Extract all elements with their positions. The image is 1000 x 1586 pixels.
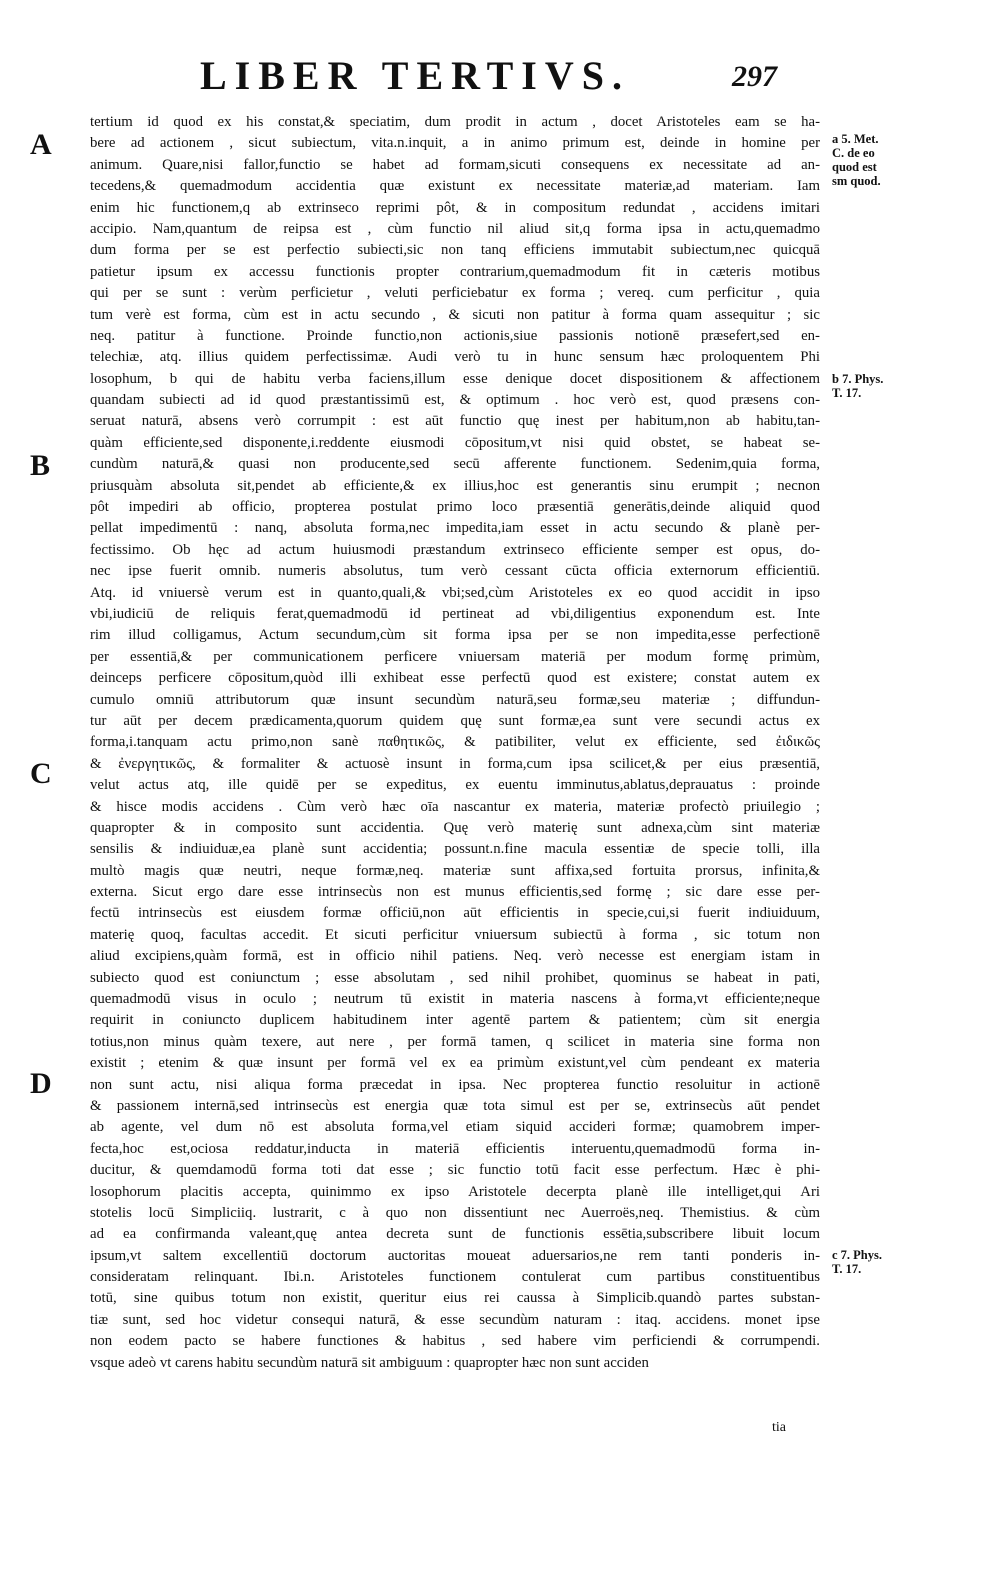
margin-note-b: b 7. Phys. T. 17. (832, 372, 884, 400)
text-line: externa. Sicut ergo dare esse intrinsecùs non est munus efficientis,sed formę ; sic dare esse per- (90, 884, 820, 901)
text-line: pôt impediri ab officio, propterea postulat primo loco præsentiā generātis,deinde aliquid quod (90, 499, 820, 516)
running-title: LIBER TERTIVS. (200, 53, 630, 98)
margin-note-a: a 5. Met. C. de eo quod est sm quod. (832, 132, 881, 188)
text-line: aliud excipiens,quàm formā, est in officio nihil patiens. Neq. verò necesse est energiam istam in (90, 948, 820, 965)
text-line: per essentiā,& per communicationem perficere vniuersam materiā per modum formę primùm, (90, 648, 820, 665)
text-line: fecta,hoc est,ociosa reddatur,inducta in materiā efficientis interuentu,quemadmodū forma in- (90, 1140, 820, 1157)
text-line: animum. Quare,nisi fallor,functio se habet ad formam,sicuti consequens ex necessitate ad an- (90, 156, 820, 173)
text-line: materię quoq, facultas accedit. Et sicuti perficitur vniuersum subiectū à forma , sic totum non (90, 926, 820, 943)
text-line: fectissimo. Ob hęc ad actum huiusmodi præstandum extrinseco efficiente semper est opus, do- (90, 541, 820, 558)
text-line: tum verè est forma, cùm est in actu secundo , & sicuti non patitur à forma quam assequitur ; sic (90, 306, 820, 323)
text-line: dum forma per se est perfectio subiecti,sic non tanq efficiens immutabit subiectum,nec quicquā (90, 242, 820, 259)
text-line: nec ipse fuerit omnib. numeris absolutus, tum verò cessant cūcta officia externorum efficientiū. (90, 563, 820, 580)
text-line: totū, sine quibus totum non existit, queritur eius rei caussa à Simplicib.quandò partes substan- (90, 1290, 820, 1307)
text-line: enim hic functionem,q ab extrinseco reprimi pôt, & in compositum redundat , accidens imitari (90, 199, 820, 216)
text-line: vsque adeò vt carens habitu secundùm naturā sit ambiguum : quapropter hæc non sunt acciden (90, 1354, 649, 1371)
text-line: existit ; etenim & quæ insunt per formā vel ex ea primùm existunt,vel cùm pendeant ex materia (90, 1055, 820, 1072)
text-line: & passionem internā,sed intrinsecùs est energia quæ tota simul est per se, extrinsecùs aūt pendet (90, 1097, 820, 1114)
text-line: cumulo omniū attributorum quæ insunt secundùm naturā,seu formæ,seu materiæ ; diffundun- (90, 691, 820, 708)
page-header (0, 52, 1000, 102)
text-line: losophum, b qui de habitu verba faciens,illum esse denique docet dispositionem & affectionem (90, 370, 820, 387)
text-line: tecedens,& quemadmodum accidentia quæ existunt ex necessitate materiæ,ad materiam. Iam (90, 178, 820, 195)
catchword: tia (772, 1420, 786, 1435)
text-line: Atq. id vniuersè verum est in quanto,quali,& vbi;sed,cùm Aristoteles ex eo quod accidit in ipso (90, 584, 820, 601)
section-letter-d: D (30, 1067, 52, 1100)
text-line: consideratam relinquant. Ibi.n. Aristoteles functionem contulerat cum partibus constituentibus (90, 1269, 820, 1286)
text-line: patietur ipsum ex accessu functionis propter contrarium,quemadmodum fit in cæteris motibus (90, 263, 820, 280)
section-letter-b: B (30, 449, 51, 482)
text-line: forma,i.tanquam actu primo,non sanè παθητικῶς, & patibiliter, velut ex efficiente, sed ἐιδικῶς (90, 734, 820, 751)
text-line: sensilis & indiuiduæ,ea planè sunt accidentia; possunt.n.fine macula essentiæ de specie tolli, illa (90, 841, 820, 858)
margin-note-c: c 7. Phys. T. 17. (832, 1248, 882, 1276)
text-line: neq. patitur à functione. Proinde functio,non actionis,siue passionis notionē præsefert,sed en- (90, 327, 820, 344)
text-line: telechiæ, atq. illius quidem perfectissimæ. Audi verò tu in hunc sensum hæc proloquentem Phi (90, 349, 820, 366)
text-line: non sunt actu, nisi aliqua forma præcedat in ipsa. Nec propterea functio resoluitur in actionē (90, 1076, 820, 1093)
text-line: fectū intrinsecùs est eiusdem formæ officiū,non aūt efficientis in specie,cui,si fuerit indiuiduum, (90, 905, 820, 922)
text-line: priusquàm absoluta sit,pendet ab efficiente,& ex illius,hoc est generantis sinu erumpit ; necnon (90, 477, 820, 494)
text-line: quandam subiecti ad id quod præstantissimū est, & optimum . hoc verò est, quod præsens con- (90, 392, 820, 409)
text-line: requirit in coniuncto duplicem habitudinem inter agentē partem & patientem; cùm sit energia (90, 1012, 820, 1029)
text-line: subiecto quod est coniunctum ; esse absolutam , sed nihil prohibet, quominus se habeat in pati, (90, 969, 820, 986)
text-line: velut actus atq, ille quidē per se expeditus, ex euentu imminutus,ablatus,deprauatus : proinde (90, 777, 820, 794)
text-line: accipio. Nam,quantum de reipsa est , cùm functio nil aliud sit,q forma ipsa in actu,quemadmo (90, 220, 820, 237)
text-line: quemadmodū visus in oculo ; neutrum tū existit in materia nascens à forma,vt efficiente;neque (90, 991, 820, 1008)
text-line: ad ea confirmanda valeant,quę antea decreta sunt de functionis essētia,subscribere libuit locum (90, 1226, 820, 1243)
text-line: tur aūt per decem prædicamenta,quorum quidem quę sunt formæ,ea sunt vere secundi actus ex (90, 712, 820, 729)
text-line: & hisce modis accidens . Cùm verò hæc oīa nascantur ex materia, materiæ profectò priuilegio ; (90, 798, 820, 815)
text-line: ipsum,vt saltem excellentiū doctorum auctoritas moueat aduersarios,ne rem tanti ponderis in- (90, 1247, 820, 1264)
section-letter-c: C (30, 757, 52, 790)
text-line: multò magis quæ neutri, neque formæ,neq. materiæ sunt affixa,sed fortuita prorsus, infinita,& (90, 862, 820, 879)
text-line: vbi,iudiciū de reliquis ferat,quemadmodū id pertineat ad vbi,diligentius exponendum est. Inte (90, 605, 820, 622)
text-line: ducitur, & quemdamodū forma toti dat esse ; sic functio totū facit esse perfectum. Hæc è phi- (90, 1162, 820, 1179)
text-line: seruat naturā, absens verò corrumpit : est aūt functio quę inest per habitum,non ab habitu,tan- (90, 413, 820, 430)
text-line: deinceps perficere cōpositum,quòd illi exhibeat esse perfectū quod est existere; constat autem ex (90, 670, 820, 687)
text-line: totius,non minus quàm texere, aut nere , per formā tamen, q scilicet in materia sine forma non (90, 1033, 820, 1050)
text-line: qui per se sunt : verùm perficietur , veluti perficiebatur ex forma ; vereq. cum perficitur , quia (90, 285, 820, 302)
text-line: non eodem pacto se habere functiones & habitus , sed habere vim perficiendi & corrumpendi. (90, 1333, 820, 1350)
text-line: quàm efficiente,sed disponente,i.reddente eiusmodi cōpositum,vt nisi quid obstet, se habeat se- (90, 434, 820, 451)
text-line: bere ad actionem , sicut subiectum, vita.n.inquit, a in animo primum est, deinde in homine per (90, 135, 820, 152)
page-number: 297 (732, 60, 777, 93)
text-line: tertium id quod ex his constat,& speciatim, dum prodit in actum , docet Aristoteles eam se ha- (90, 114, 820, 130)
body-text (90, 112, 820, 1374)
text-line: quapropter & in composito sunt accidentia. Quę verò materię sunt adnexa,cùm sint materiæ (90, 819, 820, 836)
text-line: stotelis locū Simpliciiq. lustrarit, c à quo non dissentiunt nec Auerroës,neq. Themistius. & cùm (90, 1204, 820, 1221)
text-line: pellat impedimentū : nanq, absoluta forma,nec impedita,iam esset in actu secundo & planè per- (90, 520, 820, 537)
text-line: rim illud colligamus, Actum secundum,cùm sit forma ipsa per se non impedita,esse perfectionē (90, 627, 820, 644)
section-letter-a: A (30, 128, 52, 161)
text-line: tiæ sunt, sed hoc videtur consequi naturā, & esse secundùm naturam : itaq. accidens. monet ipse (90, 1311, 820, 1328)
text-line: ab agente, vel dum nō est absoluta forma,vel etiam siquid accideri formæ; quamobrem imper- (90, 1119, 820, 1136)
text-line: & ἐνεργητικῶς, & formaliter & actuosè insunt in forma,cum ipsa scilicet,& per eius præsentiā, (90, 755, 820, 772)
text-line: cundùm naturā,& quasi non producente,sed secū afferente functionem. Sedenim,quia forma, (90, 456, 820, 473)
text-line: losophorum placitis accepta, quinimmo ex ipso Aristotele decerpta planè ille intelliget,qui Ari (90, 1183, 820, 1200)
